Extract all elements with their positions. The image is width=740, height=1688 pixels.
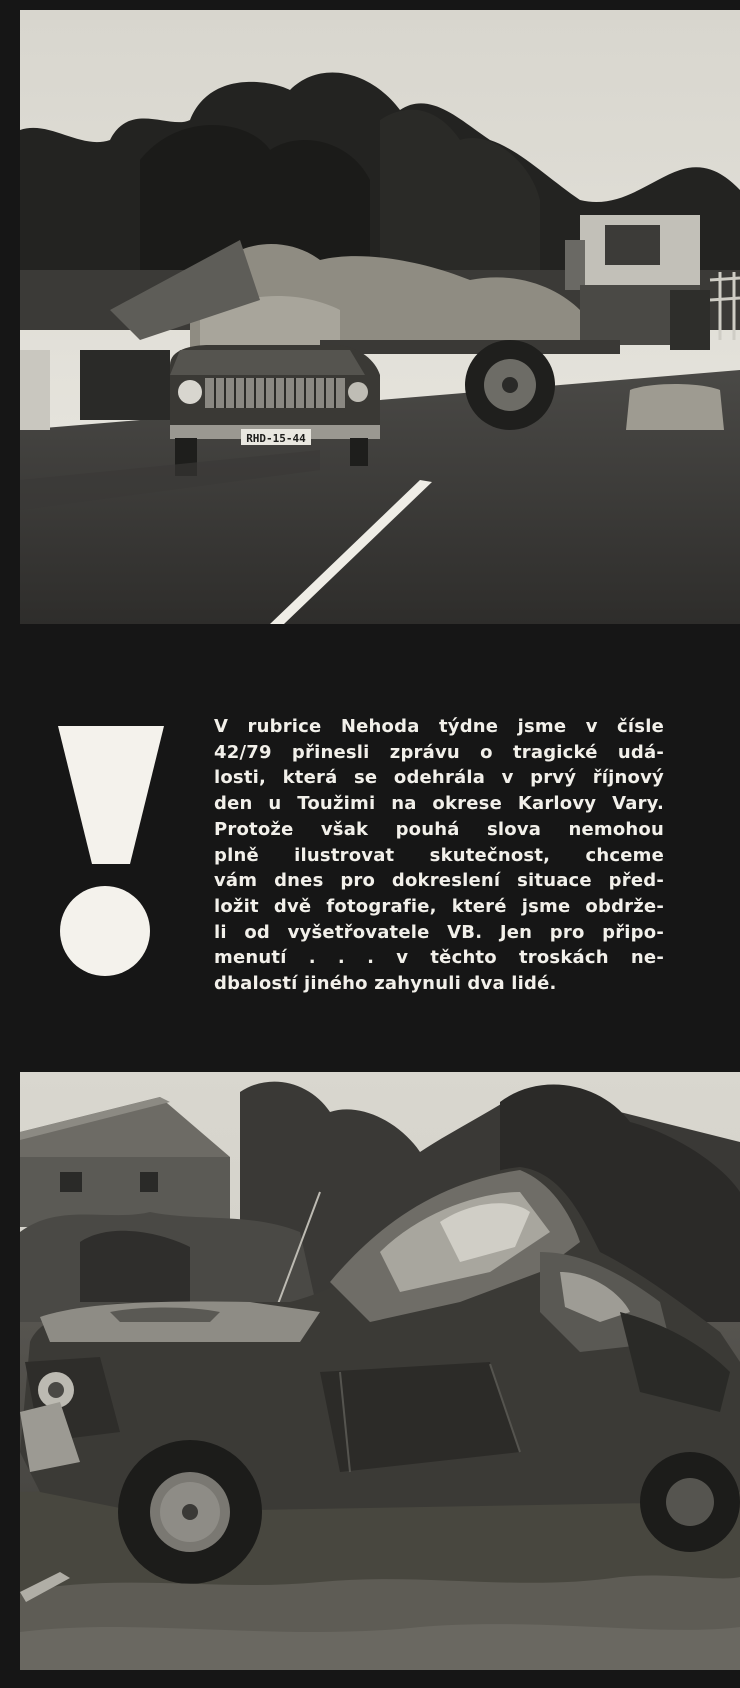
license-plate-text: RHD-15-44: [246, 432, 306, 445]
article-line: den u Toužimi na okrese Karlovy Vary.: [214, 793, 664, 815]
article-line: Protože však pouhá slova nemohou: [214, 818, 664, 840]
exclamation-bar: [56, 726, 166, 866]
photo-bottom-illustration: [20, 1072, 740, 1670]
photo-wrecked-car: [20, 1072, 740, 1670]
article-line: 42/79 přinesli zprávu o tragické udá-: [214, 741, 664, 763]
article-line: ložit dvě fotografie, které jsme obdrže-: [214, 895, 664, 917]
article-line: menutí . . . v těchto troskách ne-: [214, 947, 664, 969]
photo-top-illustration: [20, 10, 740, 624]
article-line: plně ilustrovat skutečnost, chceme: [214, 844, 664, 866]
article-line: dbalostí jiného zahynuli dva lidé.: [214, 973, 557, 995]
article-text: [214, 714, 664, 997]
article-line: losti, která se odehrála v prvý říjnový: [214, 767, 664, 789]
photo-hay-trailer-crash: [20, 10, 740, 624]
article-line: V rubrice Nehoda týdne jsme v čísle: [214, 716, 664, 737]
article-line: li od vyšetřovatele VB. Jen pro připo-: [214, 921, 664, 943]
article-line: vám dnes pro dokreslení situace před-: [214, 870, 664, 892]
exclamation-dot: [60, 886, 150, 976]
